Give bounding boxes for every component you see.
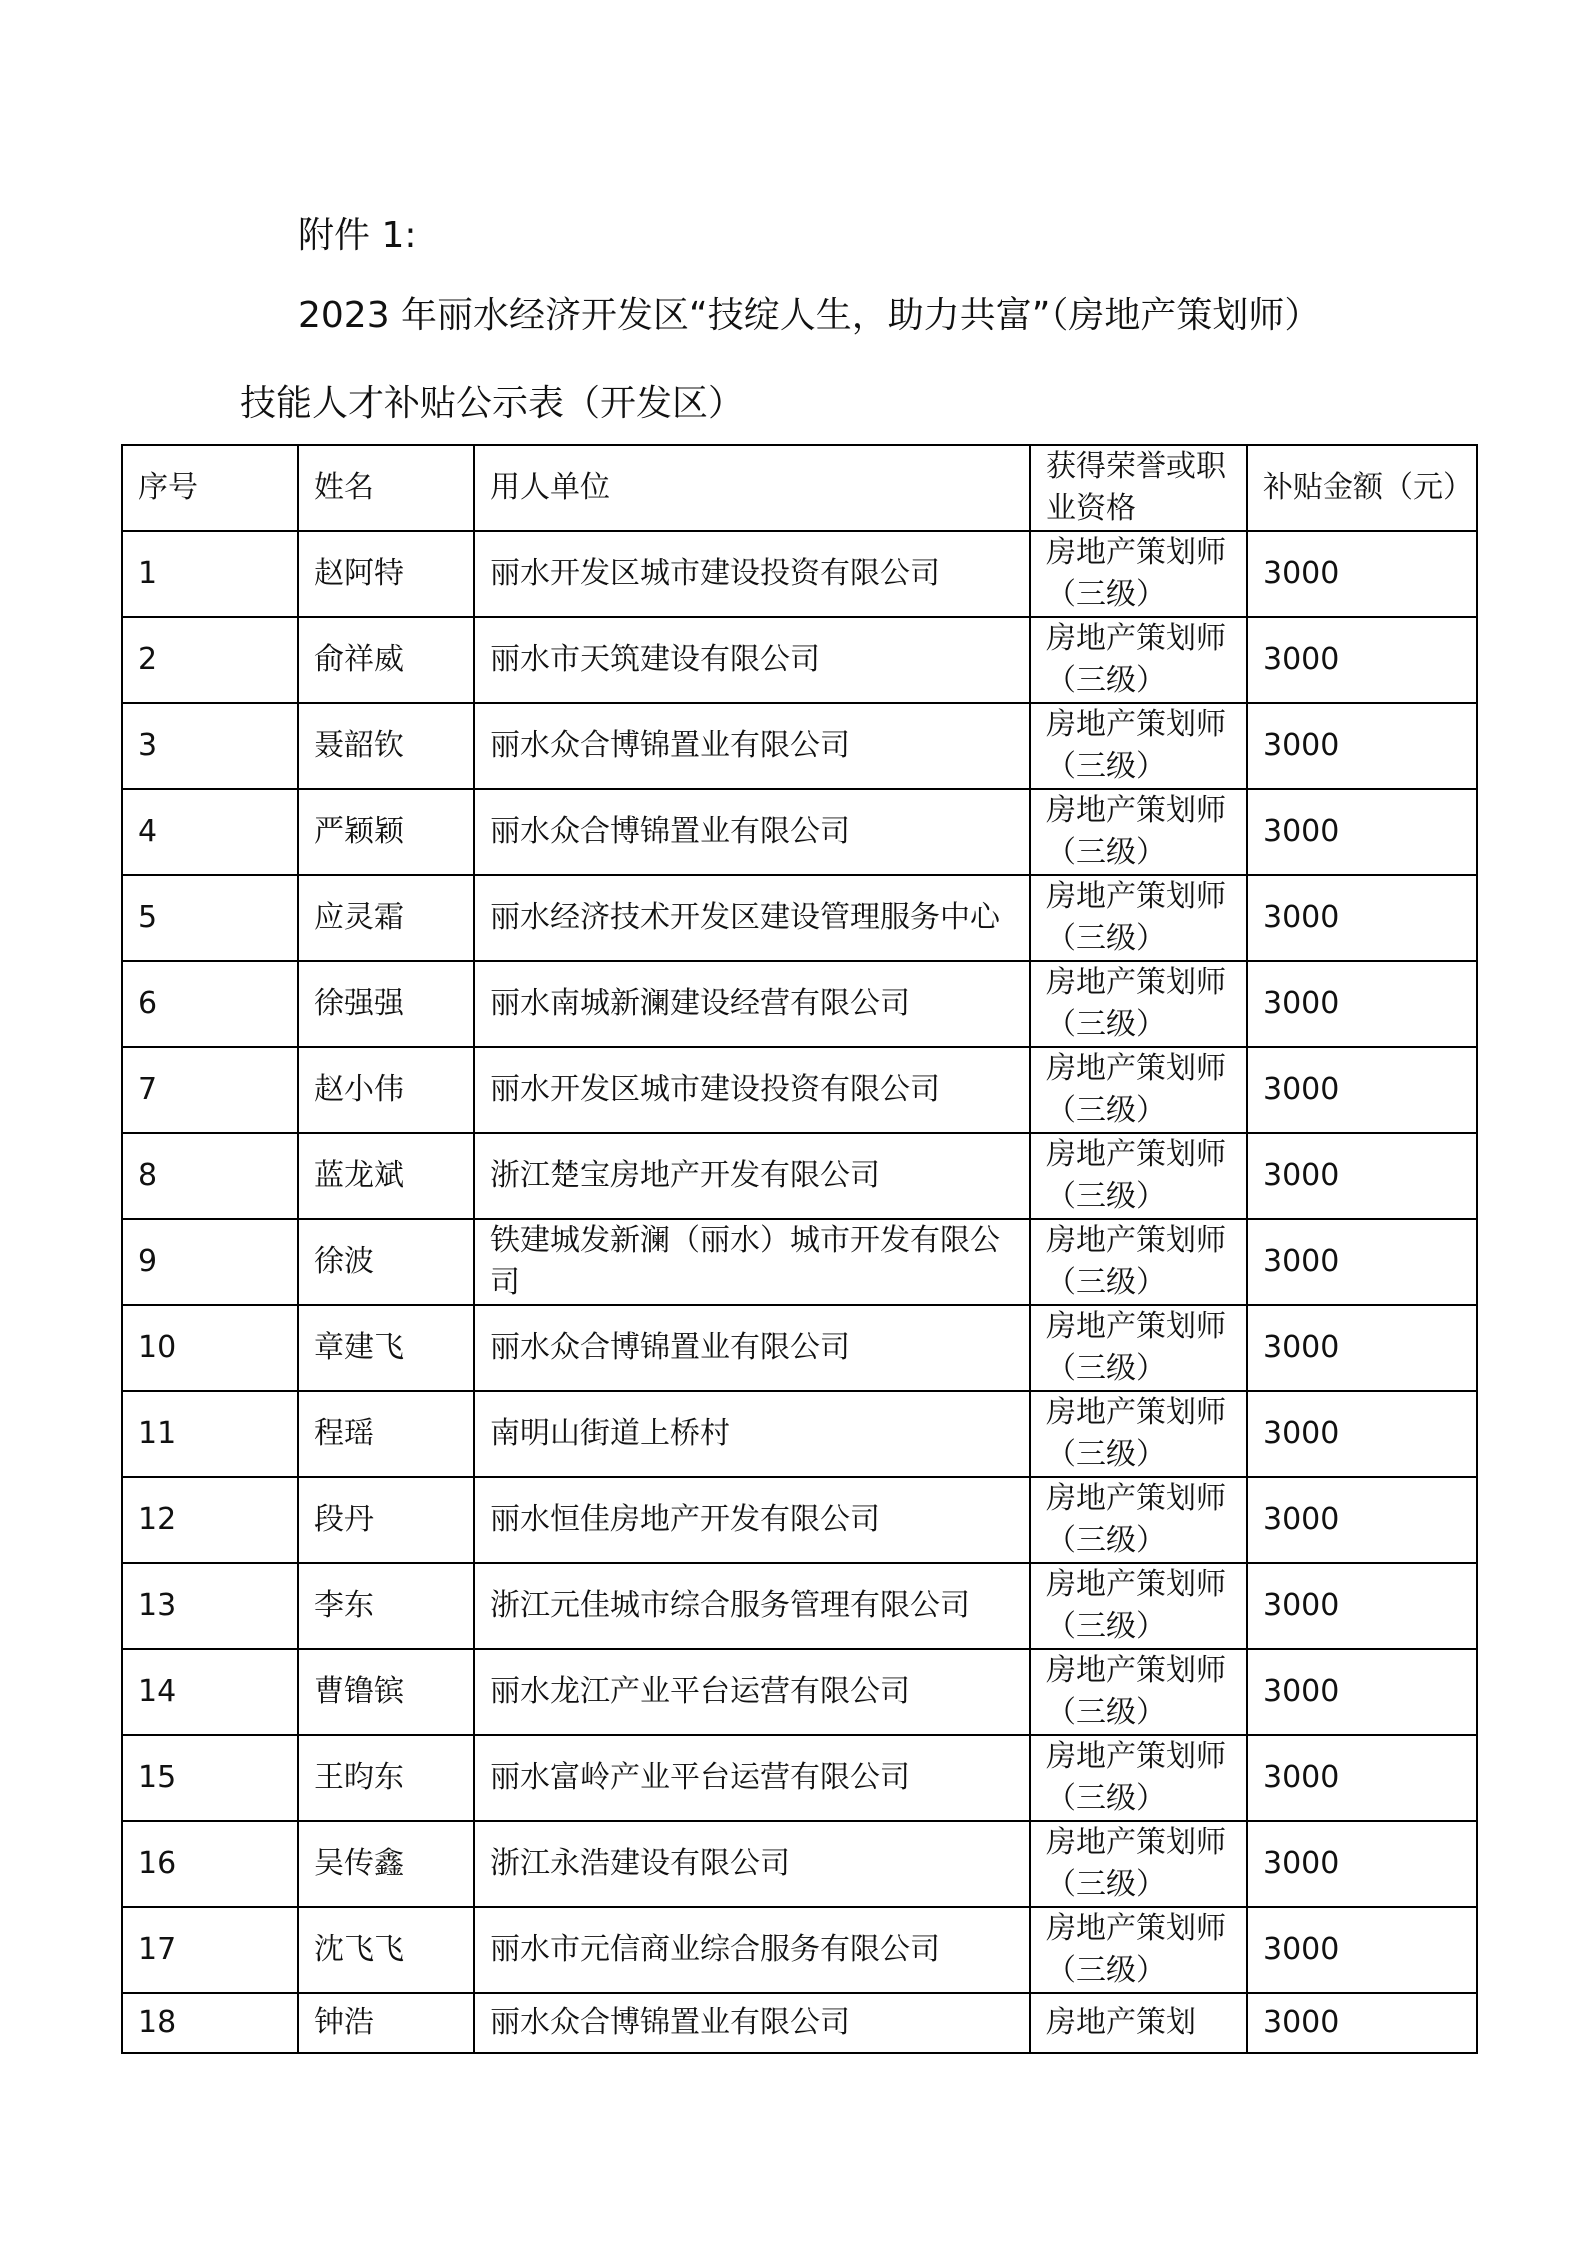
table-row xyxy=(122,961,1477,1047)
cell-employer: 丽水经济技术开发区建设管理服务中心 xyxy=(474,875,1030,961)
cell-name: 吴传鑫 xyxy=(298,1821,474,1907)
cell-name: 李东 xyxy=(298,1563,474,1649)
table-row xyxy=(122,1649,1477,1735)
cell-seq: 10 xyxy=(122,1305,298,1391)
cell-employer: 南明山街道上桥村 xyxy=(474,1391,1030,1477)
cell-honor: 房地产策划 xyxy=(1030,1993,1247,2053)
cell-name: 赵小伟 xyxy=(298,1047,474,1133)
cell-seq: 16 xyxy=(122,1821,298,1907)
cell-amount: 3000 xyxy=(1247,703,1477,789)
cell-name: 徐波 xyxy=(298,1219,474,1305)
cell-employer: 浙江楚宝房地产开发有限公司 xyxy=(474,1133,1030,1219)
cell-name: 王昀东 xyxy=(298,1735,474,1821)
cell-amount: 3000 xyxy=(1247,1907,1477,1993)
header-seq: 序号 xyxy=(122,445,298,531)
cell-seq: 5 xyxy=(122,875,298,961)
cell-amount: 3000 xyxy=(1247,1821,1477,1907)
cell-employer: 丽水市天筑建设有限公司 xyxy=(474,617,1030,703)
cell-seq: 12 xyxy=(122,1477,298,1563)
cell-employer: 丽水众合博锦置业有限公司 xyxy=(474,1305,1030,1391)
cell-employer: 丽水开发区城市建设投资有限公司 xyxy=(474,1047,1030,1133)
table-header-row xyxy=(122,445,1477,531)
cell-name: 段丹 xyxy=(298,1477,474,1563)
cell-name: 徐强强 xyxy=(298,961,474,1047)
table-row xyxy=(122,1907,1477,1993)
cell-honor: 房地产策划师（三级） xyxy=(1030,789,1247,875)
cell-honor: 房地产策划师（三级） xyxy=(1030,1047,1247,1133)
table-row xyxy=(122,789,1477,875)
cell-honor: 房地产策划师（三级） xyxy=(1030,1907,1247,1993)
cell-name: 蓝龙斌 xyxy=(298,1133,474,1219)
cell-amount: 3000 xyxy=(1247,1219,1477,1305)
cell-amount: 3000 xyxy=(1247,531,1477,617)
cell-amount: 3000 xyxy=(1247,1477,1477,1563)
table-row xyxy=(122,1993,1477,2053)
cell-name: 赵阿特 xyxy=(298,531,474,617)
cell-seq: 6 xyxy=(122,961,298,1047)
cell-employer: 丽水恒佳房地产开发有限公司 xyxy=(474,1477,1030,1563)
cell-name: 俞祥威 xyxy=(298,617,474,703)
cell-honor: 房地产策划师（三级） xyxy=(1030,1305,1247,1391)
cell-amount: 3000 xyxy=(1247,1305,1477,1391)
cell-honor: 房地产策划师（三级） xyxy=(1030,1477,1247,1563)
cell-seq: 15 xyxy=(122,1735,298,1821)
cell-name: 严颖颖 xyxy=(298,789,474,875)
cell-seq: 17 xyxy=(122,1907,298,1993)
table-row xyxy=(122,1563,1477,1649)
cell-seq: 9 xyxy=(122,1219,298,1305)
cell-employer: 丽水龙江产业平台运营有限公司 xyxy=(474,1649,1030,1735)
cell-name: 聂韶钦 xyxy=(298,703,474,789)
table-row xyxy=(122,1391,1477,1477)
cell-amount: 3000 xyxy=(1247,1735,1477,1821)
table-row xyxy=(122,1735,1477,1821)
cell-employer: 丽水众合博锦置业有限公司 xyxy=(474,1993,1030,2053)
attachment-label: 附件 1: xyxy=(298,215,417,256)
table-row xyxy=(122,1133,1477,1219)
cell-employer: 丽水市元信商业综合服务有限公司 xyxy=(474,1907,1030,1993)
cell-honor: 房地产策划师（三级） xyxy=(1030,531,1247,617)
header-honor: 获得荣誉或职业资格 xyxy=(1030,445,1247,531)
cell-amount: 3000 xyxy=(1247,1047,1477,1133)
cell-amount: 3000 xyxy=(1247,1649,1477,1735)
header-employer: 用人单位 xyxy=(474,445,1030,531)
cell-seq: 18 xyxy=(122,1993,298,2053)
cell-employer: 丽水众合博锦置业有限公司 xyxy=(474,789,1030,875)
cell-amount: 3000 xyxy=(1247,1993,1477,2053)
table-row xyxy=(122,1047,1477,1133)
table-row xyxy=(122,617,1477,703)
cell-honor: 房地产策划师（三级） xyxy=(1030,961,1247,1047)
cell-seq: 14 xyxy=(122,1649,298,1735)
cell-seq: 8 xyxy=(122,1133,298,1219)
document-title: 2023 年丽水经济开发区“技绽人生，助力共富”（房地产策划师） xyxy=(298,295,1321,336)
cell-employer: 丽水开发区城市建设投资有限公司 xyxy=(474,531,1030,617)
table-row xyxy=(122,1821,1477,1907)
cell-amount: 3000 xyxy=(1247,617,1477,703)
table-row xyxy=(122,1219,1477,1305)
cell-employer: 浙江永浩建设有限公司 xyxy=(474,1821,1030,1907)
table-row xyxy=(122,1477,1477,1563)
cell-honor: 房地产策划师（三级） xyxy=(1030,1821,1247,1907)
cell-seq: 1 xyxy=(122,531,298,617)
cell-honor: 房地产策划师（三级） xyxy=(1030,1649,1247,1735)
cell-seq: 11 xyxy=(122,1391,298,1477)
header-name: 姓名 xyxy=(298,445,474,531)
cell-seq: 3 xyxy=(122,703,298,789)
cell-honor: 房地产策划师（三级） xyxy=(1030,617,1247,703)
cell-honor: 房地产策划师（三级） xyxy=(1030,1735,1247,1821)
cell-amount: 3000 xyxy=(1247,1133,1477,1219)
cell-honor: 房地产策划师（三级） xyxy=(1030,1219,1247,1305)
cell-amount: 3000 xyxy=(1247,961,1477,1047)
cell-name: 沈飞飞 xyxy=(298,1907,474,1993)
cell-employer: 丽水富岭产业平台运营有限公司 xyxy=(474,1735,1030,1821)
table-row xyxy=(122,875,1477,961)
cell-honor: 房地产策划师（三级） xyxy=(1030,1563,1247,1649)
cell-seq: 4 xyxy=(122,789,298,875)
cell-honor: 房地产策划师（三级） xyxy=(1030,1133,1247,1219)
header-amount: 补贴金额（元） xyxy=(1247,445,1477,531)
table-row xyxy=(122,1305,1477,1391)
cell-honor: 房地产策划师（三级） xyxy=(1030,875,1247,961)
cell-honor: 房地产策划师（三级） xyxy=(1030,1391,1247,1477)
cell-name: 钟浩 xyxy=(298,1993,474,2053)
subsidy-table xyxy=(121,444,1478,2054)
cell-seq: 13 xyxy=(122,1563,298,1649)
cell-seq: 2 xyxy=(122,617,298,703)
cell-employer: 丽水众合博锦置业有限公司 xyxy=(474,703,1030,789)
table-row xyxy=(122,703,1477,789)
cell-amount: 3000 xyxy=(1247,875,1477,961)
cell-name: 程瑶 xyxy=(298,1391,474,1477)
cell-amount: 3000 xyxy=(1247,1391,1477,1477)
cell-employer: 浙江元佳城市综合服务管理有限公司 xyxy=(474,1563,1030,1649)
cell-name: 曹镥镔 xyxy=(298,1649,474,1735)
document-subtitle: 技能人才补贴公示表（开发区） xyxy=(240,383,745,424)
cell-amount: 3000 xyxy=(1247,1563,1477,1649)
cell-honor: 房地产策划师（三级） xyxy=(1030,703,1247,789)
cell-employer: 铁建城发新澜（丽水）城市开发有限公司 xyxy=(474,1219,1030,1305)
cell-amount: 3000 xyxy=(1247,789,1477,875)
cell-seq: 7 xyxy=(122,1047,298,1133)
cell-name: 应灵霜 xyxy=(298,875,474,961)
cell-employer: 丽水南城新澜建设经营有限公司 xyxy=(474,961,1030,1047)
table-row xyxy=(122,531,1477,617)
cell-name: 章建飞 xyxy=(298,1305,474,1391)
